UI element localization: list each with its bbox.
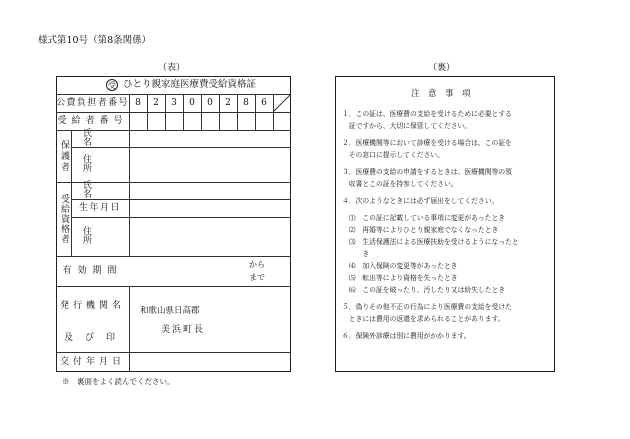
- eligible-name-label: 氏名: [83, 180, 109, 200]
- back-side-label: （裏）: [428, 63, 456, 73]
- payer-digit: 6: [261, 97, 267, 108]
- validity-to: まで: [249, 273, 265, 282]
- note-line: ２．医療機関等において診療を受ける場合は、この証を: [342, 139, 512, 147]
- note-line: ⑹ この証を破ったり、汚したり又は紛失したとき: [342, 286, 506, 294]
- form-number: 様式第10号（第8条関係）: [38, 35, 152, 46]
- payer-number-label: 公費負担者番号: [56, 97, 129, 108]
- note-line: １．この証は、医療費の支給を受けるために必要とする: [342, 110, 512, 118]
- guardian-label: 保護者: [59, 139, 69, 173]
- certificate-title: ひとり親家庭医療費受給資格証: [123, 79, 257, 90]
- issuer-label: 発行機関名: [59, 300, 125, 311]
- payer-digit: 0: [207, 97, 213, 108]
- payer-digit: 8: [135, 97, 141, 108]
- note-line: 証ですから、大切に保管してください。: [342, 122, 472, 130]
- issuer-district: 和歌山県日高郡: [140, 306, 200, 316]
- seal-mark-text: 受: [108, 80, 116, 90]
- payer-digit: 8: [243, 97, 249, 108]
- note-line: ⑶ 生活保護法による医療扶助を受けるようになったと: [342, 238, 519, 246]
- note-line: ５．偽りその他不正の行為により医療費の支給を受けた: [342, 303, 512, 311]
- notes-title: 注 意 事 項: [411, 89, 471, 99]
- seal-circle-icon: [106, 79, 118, 91]
- validity-period-label: 有効期間: [62, 265, 123, 276]
- guardian-name-label: 氏名: [83, 128, 109, 148]
- guardian-address-label: 住所: [83, 154, 109, 174]
- note-line: ⑷ 加入保険の変更等があったとき: [342, 262, 458, 270]
- birthdate-label: 生年月日: [78, 202, 121, 213]
- eligible-person-label: 受給資格者: [59, 194, 69, 244]
- note-line: ４．次のようなときには必ず届出をしてください。: [342, 197, 499, 205]
- validity-from: から: [249, 260, 265, 269]
- seal-label: 及び印: [63, 332, 127, 343]
- note-line: その窓口に提示してください。: [342, 151, 444, 159]
- note-line: ときには費用の返還を求められることがあります。: [342, 315, 505, 323]
- eligible-address-label: 住所: [83, 226, 109, 246]
- note-line: ６．保険外診療は別に費用がかかります。: [342, 332, 471, 340]
- note-line: ⑴ この証に記載している事項に変更があったとき: [342, 214, 506, 222]
- void-cell-diagonal: [273, 94, 291, 112]
- note-line: ３．医療費の支給の申請をするときは、医療機関等の領: [342, 168, 512, 176]
- note-line: ⑸ 転出等により資格を失ったとき: [342, 274, 458, 282]
- front-side-label: （表）: [158, 63, 186, 73]
- note-line: 収書とこの証を持参してください。: [342, 180, 458, 188]
- payer-digit: 2: [153, 97, 159, 108]
- issue-date-label: 交付年月日: [59, 356, 125, 367]
- footnote: ※ 裏面をよく読んでください。: [62, 377, 175, 386]
- payer-digit: 0: [189, 97, 195, 108]
- notes-list: [342, 108, 552, 342]
- recipient-number-label: 受給者番号: [57, 115, 128, 126]
- note-line: ⑵ 再婚等によりひとり親家庭でなくなったとき: [342, 226, 499, 234]
- payer-digit: 3: [171, 97, 177, 108]
- issuer-mayor: 美浜町長: [161, 325, 206, 335]
- note-line: き: [342, 250, 370, 258]
- payer-digit: 2: [225, 97, 231, 108]
